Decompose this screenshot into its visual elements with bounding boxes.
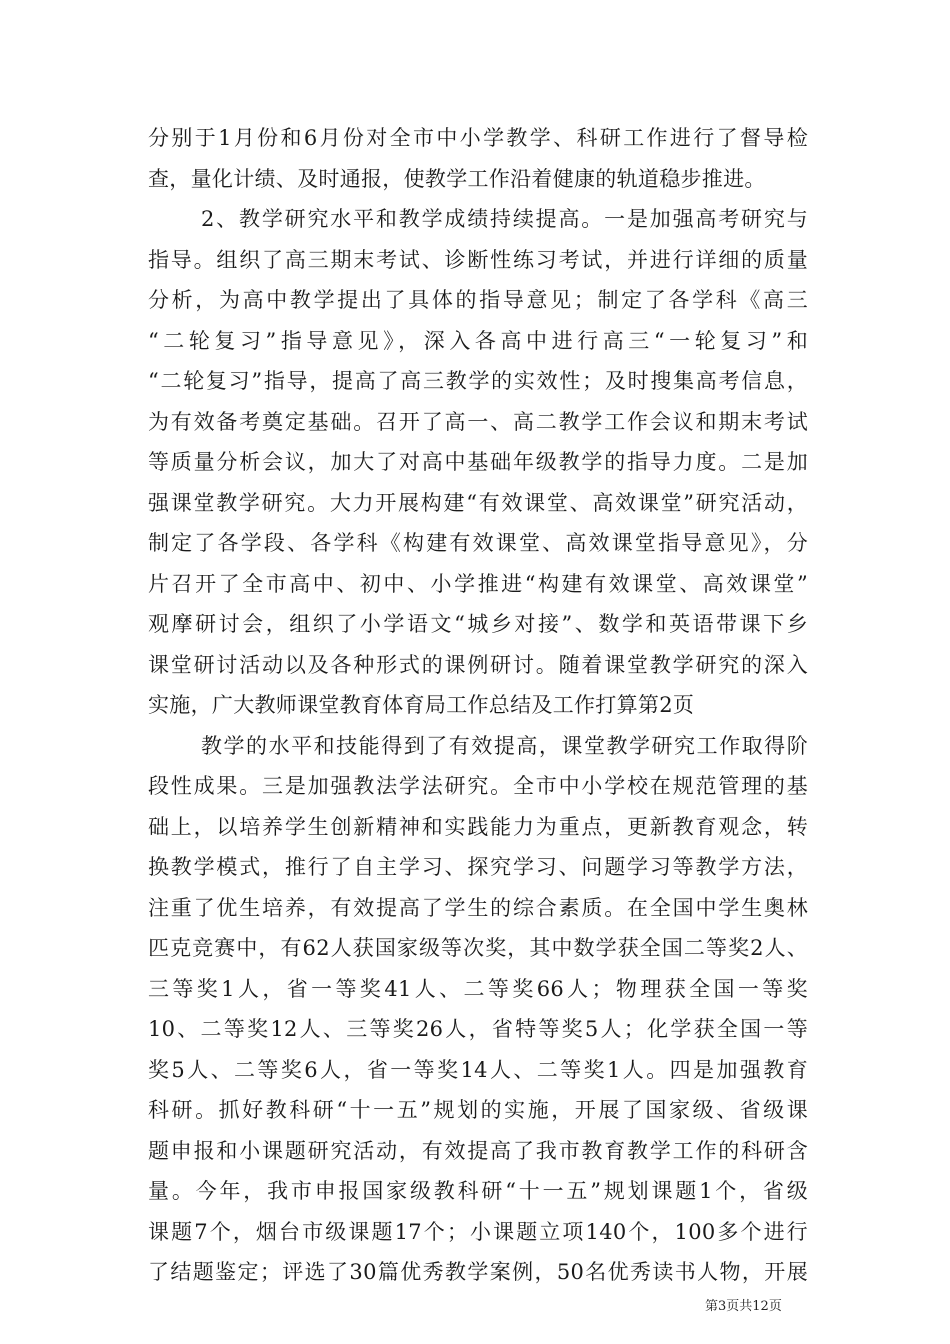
text-line: 实施，广大教师课堂教育体育局工作总结及工作打算第2页 bbox=[148, 693, 695, 717]
text-line: 分别于1月份和6月份对全市中小学教学、科研工作进行了督导检 bbox=[148, 126, 808, 150]
text-line: 强课堂教学研究。大力开展构建“有效课堂、高效课堂”研究活动， bbox=[148, 490, 808, 515]
text-line: 教学的水平和技能得到了有效提高，课堂教学研究工作取得阶 bbox=[201, 733, 808, 758]
text-line: 课堂研讨活动以及各种形式的课例研讨。随着课堂教学研究的深入 bbox=[148, 652, 808, 677]
text-line: 查，量化计绩、及时通报，使教学工作沿着健康的轨道稳步推进。 bbox=[148, 166, 766, 191]
text-line: 等质量分析会议，加大了对高中基础年级教学的指导力度。二是加 bbox=[148, 450, 808, 474]
text-line: 量。今年，我市申报国家级教科研“十一五”规划课题1个，省级 bbox=[148, 1179, 808, 1203]
text-line: 制定了各学段、各学科《构建有效课堂、高效课堂指导意见》，分 bbox=[148, 531, 808, 555]
text-line: 奖5人、二等奖6人，省一等奖14人、二等奖1人。四是加强教育 bbox=[148, 1057, 808, 1082]
text-line: 了结题鉴定；评选了30篇优秀教学案例，50名优秀读书人物，开展 bbox=[148, 1260, 808, 1284]
body-text bbox=[148, 118, 808, 1293]
text-line: 换教学模式，推行了自主学习、探究学习、问题学习等教学方法， bbox=[148, 855, 808, 879]
text-line: 匹克竞赛中，有62人获国家级等次奖，其中数学获全国二等奖2人、 bbox=[148, 936, 808, 960]
text-line: 段性成果。三是加强教法学法研究。全市中小学校在规范管理的基 bbox=[148, 774, 808, 798]
text-line: 2、教学研究水平和教学成绩持续提高。一是加强高考研究与 bbox=[201, 207, 808, 231]
text-line: 为有效备考奠定基础。召开了高一、高二教学工作会议和期末考试 bbox=[148, 409, 808, 434]
text-line: 三等奖1人，省一等奖41人、二等奖66人；物理获全国一等奖 bbox=[148, 976, 808, 1001]
text-line: 课题7个，烟台市级课题17个；小课题立项140个，100多个进行 bbox=[148, 1219, 808, 1244]
text-line: 注重了优生培养，有效提高了学生的综合素质。在全国中学生奥林 bbox=[148, 895, 808, 920]
text-line: 10、二等奖12人、三等奖26人，省特等奖5人；化学获全国一等 bbox=[148, 1017, 808, 1041]
page-number: 第3页共12页 bbox=[705, 1299, 782, 1314]
text-line: 题申报和小课题研究活动，有效提高了我市教育教学工作的科研含 bbox=[148, 1138, 808, 1163]
text-line: 础上，以培养学生创新精神和实践能力为重点，更新教育观念，转 bbox=[148, 814, 808, 839]
text-line: 片召开了全市高中、初中、小学推进“构建有效课堂、高效课堂” bbox=[148, 571, 808, 596]
text-line: 观摩研讨会，组织了小学语文“城乡对接”、数学和英语带课下乡 bbox=[148, 612, 808, 636]
text-line: 科研。抓好教科研“十一五”规划的实施，开展了国家级、省级课 bbox=[148, 1098, 808, 1122]
text-line: 分析，为高中教学提出了具体的指导意见；制定了各学科《高三 bbox=[148, 288, 808, 312]
text-line: 指导。组织了高三期末考试、诊断性练习考试，并进行详细的质量 bbox=[148, 247, 808, 272]
text-line: “二轮复习”指导，提高了高三教学的实效性；及时搜集高考信息， bbox=[148, 369, 808, 393]
text-line: “二轮复习”指导意见》，深入各高中进行高三“一轮复习”和 bbox=[148, 328, 808, 353]
